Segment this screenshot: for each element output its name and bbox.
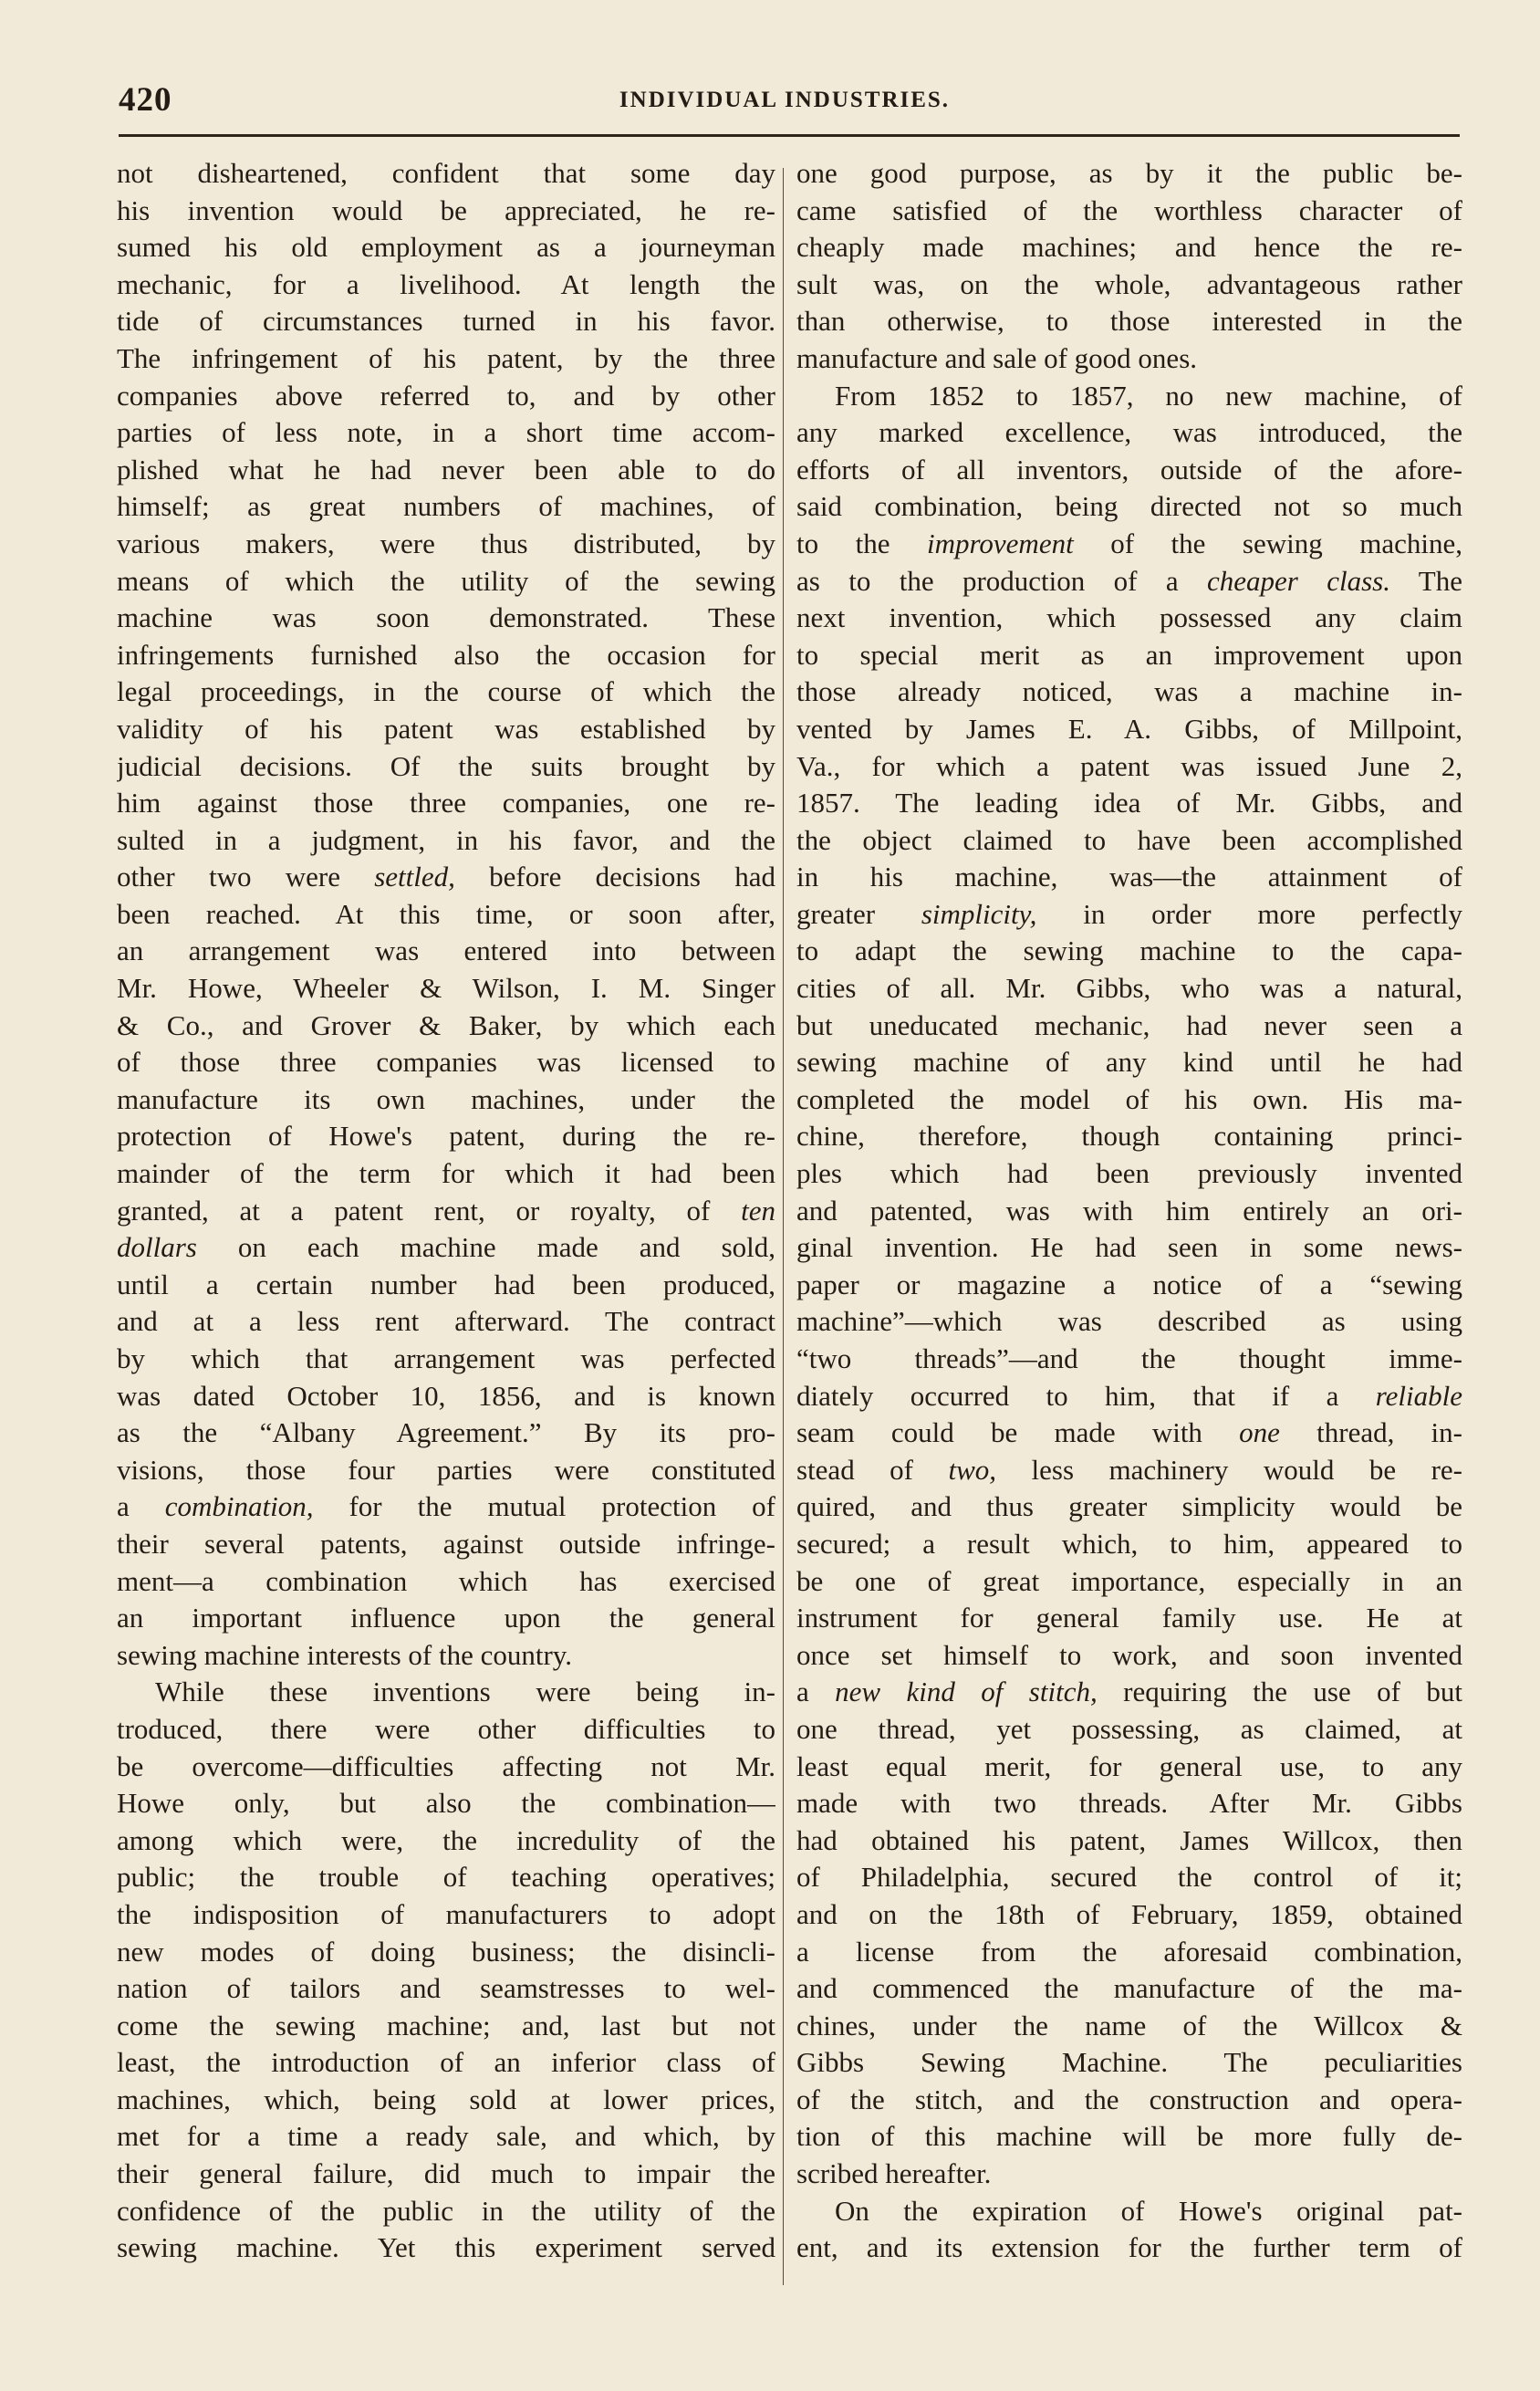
line-text: came satisfied of the worthless character of bbox=[796, 193, 1462, 226]
line-text: diately occurred to him, that if a bbox=[796, 1379, 1376, 1412]
line-text: once set himself to work, and soon invented bbox=[796, 1638, 1462, 1671]
line-text: of the stitch, and the construction and opera- bbox=[796, 2083, 1462, 2115]
line-text: come the sewing machine; and, last but not bbox=[117, 2009, 775, 2041]
line-text: ginal invention. He had seen in some news- bbox=[796, 1231, 1462, 1264]
line-text: and at a less rent afterward. The contract bbox=[117, 1305, 775, 1338]
text-line bbox=[796, 748, 1462, 786]
text-line bbox=[796, 1674, 1462, 1711]
line-text-continued: less machinery would be re- bbox=[996, 1453, 1462, 1486]
text-line bbox=[117, 822, 775, 860]
text-line bbox=[117, 155, 775, 193]
text-line bbox=[796, 1749, 1462, 1786]
line-text: quired, and thus greater simplicity would be bbox=[796, 1490, 1462, 1523]
text-line bbox=[796, 1229, 1462, 1267]
line-text: mainder of the term for which it had been bbox=[117, 1157, 775, 1190]
text-line bbox=[117, 1896, 775, 1934]
text-line bbox=[796, 1785, 1462, 1822]
text-line bbox=[117, 1303, 775, 1341]
text-line bbox=[117, 266, 775, 304]
line-text: companies above referred to, and by other bbox=[117, 379, 775, 412]
line-text: secured; a result which, to him, appeared to bbox=[796, 1527, 1462, 1560]
line-text: visions, those four parties were constituted bbox=[117, 1453, 775, 1486]
line-text: Mr. Howe, Wheeler & Wilson, I. M. Singer bbox=[117, 972, 775, 1005]
line-text: tide of circumstances turned in his favor. bbox=[117, 305, 775, 338]
line-text: of Philadelphia, secured the control of it; bbox=[796, 1861, 1462, 1894]
text-line bbox=[117, 303, 775, 340]
text-line bbox=[117, 1859, 775, 1896]
text-line bbox=[796, 266, 1462, 304]
italic-text: ten bbox=[741, 1194, 775, 1227]
text-line bbox=[796, 303, 1462, 340]
text-line bbox=[117, 1600, 775, 1637]
text-line bbox=[117, 488, 775, 526]
text-line bbox=[796, 1822, 1462, 1860]
line-text-continued: in order more perfectly bbox=[1036, 897, 1462, 930]
text-line bbox=[796, 340, 1462, 378]
text-line bbox=[117, 526, 775, 563]
text-line bbox=[117, 673, 775, 711]
text-line bbox=[117, 1488, 775, 1526]
line-text: one good purpose, as by it the public be- bbox=[796, 157, 1462, 189]
text-line bbox=[117, 970, 775, 1008]
text-line bbox=[117, 1008, 775, 1045]
text-line bbox=[796, 1637, 1462, 1675]
text-line bbox=[117, 933, 775, 970]
text-line bbox=[117, 1526, 775, 1563]
text-line bbox=[796, 673, 1462, 711]
text-line bbox=[117, 1711, 775, 1749]
line-text: had obtained his patent, James Willcox, then bbox=[796, 1823, 1462, 1856]
italic-text: cheaper class. bbox=[1207, 564, 1390, 597]
text-line bbox=[117, 1749, 775, 1786]
line-text: an important influence upon the general bbox=[117, 1602, 775, 1634]
text-line bbox=[117, 1044, 775, 1081]
text-line bbox=[117, 1378, 775, 1415]
text-line bbox=[117, 785, 775, 822]
text-line bbox=[796, 1711, 1462, 1749]
text-line bbox=[117, 1081, 775, 1119]
line-text: manufacture its own machines, under the bbox=[117, 1082, 775, 1115]
text-line bbox=[796, 711, 1462, 748]
line-text: completed the model of his own. His ma- bbox=[796, 1082, 1462, 1115]
page-number: 420 bbox=[119, 81, 172, 119]
line-text: a bbox=[796, 1676, 836, 1708]
text-line bbox=[796, 1008, 1462, 1045]
line-text: “two threads”—and the thought imme- bbox=[796, 1342, 1462, 1374]
italic-text: simplicity, bbox=[921, 897, 1037, 930]
line-text: protection of Howe's patent, during the re- bbox=[117, 1120, 775, 1153]
line-text: plished what he had never been able to do bbox=[117, 453, 775, 486]
line-text: From 1852 to 1857, no new machine, of bbox=[835, 379, 1462, 412]
text-line bbox=[796, 1044, 1462, 1081]
italic-text: dollars bbox=[117, 1231, 197, 1264]
line-text: chine, therefore, though containing princi- bbox=[796, 1120, 1462, 1153]
line-text: chines, under the name of the Willcox & bbox=[796, 2009, 1462, 2041]
page-header bbox=[119, 80, 1451, 126]
right-text-column bbox=[796, 155, 1462, 2267]
line-text-continued: before decisions had bbox=[454, 861, 775, 893]
line-text: and patented, was with him entirely an ori- bbox=[796, 1194, 1462, 1227]
line-text: legal proceedings, in the course of which the bbox=[117, 675, 775, 708]
line-text: troduced, there were other difficulties to bbox=[117, 1712, 775, 1745]
line-text: ples which had been previously invented bbox=[796, 1157, 1462, 1190]
line-text: Va., for which a patent was issued June 2, bbox=[796, 749, 1462, 782]
text-line bbox=[117, 600, 775, 637]
text-line bbox=[796, 414, 1462, 452]
text-line bbox=[796, 2229, 1462, 2267]
text-line bbox=[796, 452, 1462, 489]
line-text: sumed his old employment as a journeyman bbox=[117, 231, 775, 264]
text-line bbox=[796, 229, 1462, 266]
text-line bbox=[117, 2044, 775, 2082]
header-rule bbox=[119, 134, 1460, 137]
italic-text: one bbox=[1239, 1416, 1280, 1449]
line-text: paper or magazine a notice of a “sewing bbox=[796, 1268, 1462, 1300]
column-divider bbox=[783, 168, 784, 2285]
line-text: On the expiration of Howe's original pat- bbox=[835, 2194, 1462, 2227]
text-line bbox=[117, 1970, 775, 2008]
text-line bbox=[796, 526, 1462, 563]
text-line bbox=[796, 1526, 1462, 1563]
line-text: seam could be made with bbox=[796, 1416, 1240, 1449]
line-text: their several patents, against outside infringe- bbox=[117, 1527, 775, 1560]
line-text: parties of less note, in a short time accom- bbox=[117, 416, 775, 449]
line-text: a license from the aforesaid combination, bbox=[796, 1935, 1462, 1968]
text-line bbox=[117, 1267, 775, 1304]
text-line bbox=[117, 2156, 775, 2193]
italic-text: reliable bbox=[1375, 1379, 1462, 1412]
running-title: INDIVIDUAL INDUSTRIES. bbox=[619, 88, 951, 112]
line-text: instrument for general family use. He at bbox=[796, 1602, 1462, 1634]
line-text: met for a time a ready sale, and which, by bbox=[117, 2120, 775, 2153]
text-line bbox=[796, 155, 1462, 193]
line-text: their general failure, did much to impair the bbox=[117, 2157, 775, 2190]
text-line bbox=[796, 2156, 1462, 2193]
line-text: validity of his patent was established by bbox=[117, 712, 775, 745]
line-text: not disheartened, confident that some day bbox=[117, 157, 775, 189]
line-text: next invention, which possessed any claim bbox=[796, 601, 1462, 634]
text-line bbox=[117, 1934, 775, 1971]
text-line bbox=[796, 637, 1462, 674]
text-line bbox=[796, 1118, 1462, 1155]
text-line bbox=[796, 2082, 1462, 2119]
text-line bbox=[117, 1822, 775, 1860]
text-line bbox=[796, 1155, 1462, 1193]
text-line bbox=[796, 2193, 1462, 2230]
text-line bbox=[117, 748, 775, 786]
text-line bbox=[796, 785, 1462, 822]
line-text: be one of great importance, especially in an bbox=[796, 1564, 1462, 1597]
text-line bbox=[117, 414, 775, 452]
line-text: and commenced the manufacture of the ma- bbox=[796, 1972, 1462, 2005]
line-text: sewing machine interests of the country. bbox=[117, 1638, 573, 1671]
line-text: manufacture and sale of good ones. bbox=[796, 341, 1198, 374]
text-line bbox=[796, 2044, 1462, 2082]
text-line bbox=[117, 2193, 775, 2230]
line-text: until a certain number had been produced, bbox=[117, 1268, 775, 1300]
text-line bbox=[117, 229, 775, 266]
text-line bbox=[796, 1563, 1462, 1601]
text-line bbox=[796, 1600, 1462, 1637]
text-line bbox=[796, 1341, 1462, 1378]
text-line bbox=[117, 452, 775, 489]
line-text: but uneducated mechanic, had never seen a bbox=[796, 1008, 1462, 1041]
text-line bbox=[117, 340, 775, 378]
line-text: various makers, were thus distributed, by bbox=[117, 527, 775, 559]
line-text: sulted in a judgment, in his favor, and the bbox=[117, 823, 775, 856]
line-text: of those three companies was licensed to bbox=[117, 1046, 775, 1079]
line-text: his invention would be appreciated, he re- bbox=[117, 193, 775, 226]
line-text: new modes of doing business; the disincli- bbox=[117, 1935, 775, 1968]
line-text: While these inventions were being in- bbox=[155, 1676, 775, 1708]
line-text: least equal merit, for general use, to any bbox=[796, 1749, 1462, 1782]
line-text: was dated October 10, 1856, and is known bbox=[117, 1379, 775, 1412]
line-text: made with two threads. After Mr. Gibbs bbox=[796, 1787, 1462, 1820]
text-line bbox=[796, 488, 1462, 526]
text-line bbox=[796, 600, 1462, 637]
line-text: efforts of all inventors, outside of the afore- bbox=[796, 453, 1462, 486]
text-line bbox=[796, 193, 1462, 230]
text-line bbox=[117, 563, 775, 600]
italic-text: new kind of stitch, bbox=[835, 1676, 1098, 1708]
text-line bbox=[796, 563, 1462, 600]
text-line bbox=[117, 859, 775, 896]
text-line bbox=[796, 859, 1462, 896]
text-line bbox=[117, 2118, 775, 2156]
text-line bbox=[117, 1452, 775, 1489]
line-text-continued: The bbox=[1389, 564, 1462, 597]
text-line bbox=[117, 2082, 775, 2119]
line-text: ent, and its extension for the further term of bbox=[796, 2231, 1462, 2264]
text-line bbox=[796, 1415, 1462, 1452]
line-text: means of which the utility of the sewing bbox=[117, 564, 775, 597]
line-text: greater bbox=[796, 897, 921, 930]
text-line bbox=[796, 933, 1462, 970]
text-line bbox=[117, 1637, 775, 1675]
text-line bbox=[796, 896, 1462, 934]
line-text: machines, which, being sold at lower prices, bbox=[117, 2083, 775, 2115]
line-text: said combination, being directed not so much bbox=[796, 490, 1462, 523]
text-line bbox=[117, 1785, 775, 1822]
text-line bbox=[117, 1674, 775, 1711]
line-text: 1857. The leading idea of Mr. Gibbs, and bbox=[796, 787, 1462, 820]
line-text: public; the trouble of teaching operatives; bbox=[117, 1861, 775, 1894]
text-line bbox=[796, 2008, 1462, 2045]
text-line bbox=[796, 1081, 1462, 1119]
text-line bbox=[117, 1563, 775, 1601]
italic-text: combination, bbox=[164, 1490, 314, 1523]
text-line bbox=[796, 970, 1462, 1008]
text-line bbox=[796, 1896, 1462, 1934]
line-text: cities of all. Mr. Gibbs, who was a natural, bbox=[796, 972, 1462, 1005]
text-line bbox=[117, 1193, 775, 1230]
text-line bbox=[796, 1934, 1462, 1971]
text-line bbox=[796, 2118, 1462, 2156]
line-text: other two were bbox=[117, 861, 375, 893]
line-text: among which were, the incredulity of the bbox=[117, 1823, 775, 1856]
text-line bbox=[796, 378, 1462, 415]
line-text: ment—a combination which has exercised bbox=[117, 1564, 775, 1597]
line-text: by which that arrangement was perfected bbox=[117, 1342, 775, 1374]
text-line bbox=[117, 2229, 775, 2267]
italic-text: settled, bbox=[374, 861, 455, 893]
text-line bbox=[796, 1452, 1462, 1489]
line-text: nation of tailors and seamstresses to wel- bbox=[117, 1972, 775, 2005]
left-text-column bbox=[117, 155, 775, 2267]
line-text: the indisposition of manufacturers to adopt bbox=[117, 1897, 775, 1930]
line-text: confidence of the public in the utility of the bbox=[117, 2194, 775, 2227]
line-text: sewing machine. Yet this experiment served bbox=[117, 2231, 775, 2264]
line-text: & Co., and Grover & Baker, by which each bbox=[117, 1008, 775, 1041]
line-text: been reached. At this time, or soon after, bbox=[117, 897, 775, 930]
line-text-continued: thread, in- bbox=[1279, 1416, 1462, 1449]
line-text-continued: requiring the use of but bbox=[1097, 1676, 1462, 1708]
line-text: machine was soon demonstrated. These bbox=[117, 601, 775, 634]
line-text-continued: for the mutual protection of bbox=[313, 1490, 775, 1523]
line-text: The infringement of his patent, by the three bbox=[117, 341, 775, 374]
line-text: an arrangement was entered into between bbox=[117, 934, 775, 967]
text-line bbox=[117, 1341, 775, 1378]
text-line bbox=[796, 1193, 1462, 1230]
line-text: machine”—which was described as using bbox=[796, 1305, 1462, 1338]
line-text: be overcome—difficulties affecting not Mr. bbox=[117, 1749, 775, 1782]
line-text-continued: on each machine made and sold, bbox=[196, 1231, 775, 1264]
line-text: in his machine, was—the attainment of bbox=[796, 861, 1462, 893]
text-line bbox=[117, 193, 775, 230]
text-line bbox=[796, 1303, 1462, 1341]
line-text: a bbox=[117, 1490, 165, 1523]
text-line bbox=[796, 1378, 1462, 1415]
line-text: Howe only, but also the combination— bbox=[117, 1787, 775, 1820]
line-text: judicial decisions. Of the suits brought by bbox=[117, 749, 775, 782]
line-text: sewing machine of any kind until he had bbox=[796, 1046, 1462, 1079]
text-line bbox=[117, 1155, 775, 1193]
line-text: infringements furnished also the occasion for bbox=[117, 638, 775, 671]
line-text: sult was, on the whole, advantageous rather bbox=[796, 267, 1462, 300]
text-line bbox=[117, 711, 775, 748]
text-line bbox=[117, 2008, 775, 2045]
line-text: granted, at a patent rent, or royalty, of bbox=[117, 1194, 742, 1227]
line-text: stead of bbox=[796, 1453, 949, 1486]
line-text: least, the introduction of an inferior class of bbox=[117, 2046, 775, 2079]
line-text: tion of this machine will be more fully de- bbox=[796, 2120, 1462, 2153]
line-text: than otherwise, to those interested in the bbox=[796, 305, 1462, 338]
line-text: to adapt the sewing machine to the capa- bbox=[796, 934, 1462, 967]
text-line bbox=[117, 378, 775, 415]
line-text: as the “Albany Agreement.” By its pro- bbox=[117, 1416, 775, 1449]
text-line bbox=[796, 822, 1462, 860]
line-text: to special merit as an improvement upon bbox=[796, 638, 1462, 671]
text-line bbox=[796, 1267, 1462, 1304]
italic-text: improvement bbox=[927, 527, 1074, 559]
line-text: cheaply made machines; and hence the re- bbox=[796, 231, 1462, 264]
line-text: vented by James E. A. Gibbs, of Millpoint, bbox=[796, 712, 1462, 745]
line-text: those already noticed, was a machine in- bbox=[796, 675, 1462, 708]
line-text: any marked excellence, was introduced, the bbox=[796, 416, 1462, 449]
text-line bbox=[117, 896, 775, 934]
line-text: him against those three companies, one re- bbox=[117, 787, 775, 820]
line-text: to the bbox=[796, 527, 927, 559]
text-line bbox=[117, 1229, 775, 1267]
line-text: one thread, yet possessing, as claimed, at bbox=[796, 1712, 1462, 1745]
line-text: and on the 18th of February, 1859, obtained bbox=[796, 1897, 1462, 1930]
line-text: himself; as great numbers of machines, of bbox=[117, 490, 775, 523]
text-line bbox=[117, 1415, 775, 1452]
line-text: as to the production of a bbox=[796, 564, 1207, 597]
line-text: Gibbs Sewing Machine. The peculiarities bbox=[796, 2046, 1462, 2079]
text-line bbox=[796, 1859, 1462, 1896]
text-line bbox=[796, 1970, 1462, 2008]
line-text: the object claimed to have been accomplished bbox=[796, 823, 1462, 856]
line-text-continued: of the sewing machine, bbox=[1073, 527, 1462, 559]
line-text: scribed hereafter. bbox=[796, 2157, 992, 2190]
text-line bbox=[117, 1118, 775, 1155]
text-line bbox=[117, 637, 775, 674]
italic-text: two, bbox=[948, 1453, 997, 1486]
line-text: mechanic, for a livelihood. At length the bbox=[117, 267, 775, 300]
text-line bbox=[796, 1488, 1462, 1526]
